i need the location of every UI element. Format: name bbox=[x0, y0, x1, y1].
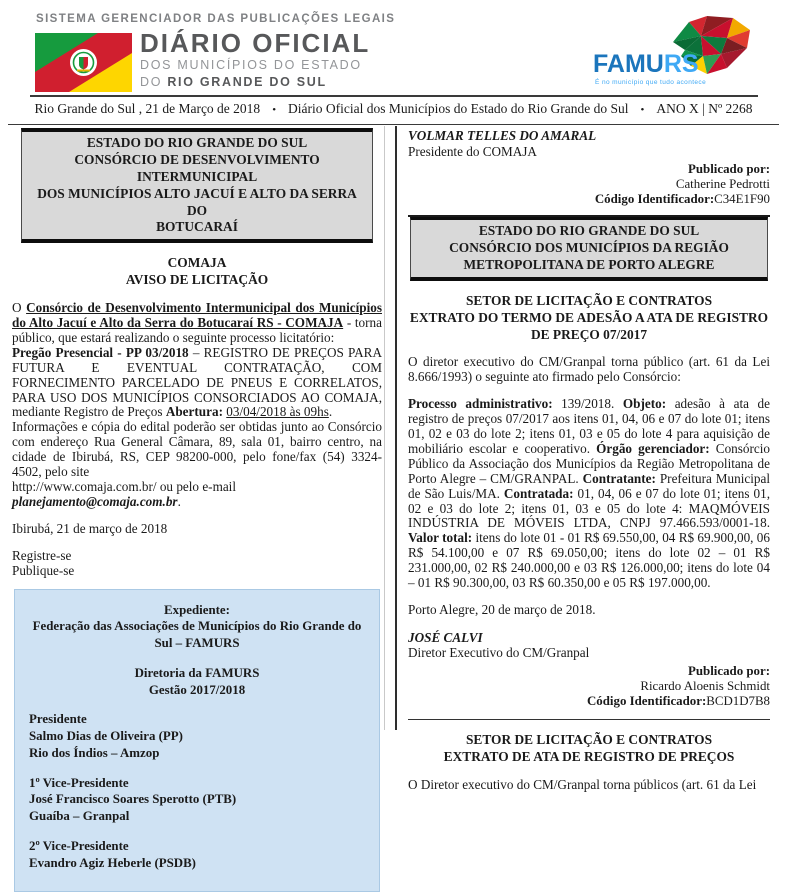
gazette-subtitle-line2: DO RIO GRANDE DO SUL bbox=[140, 74, 327, 89]
header-rule bbox=[30, 95, 758, 97]
column-divider-light bbox=[384, 126, 385, 730]
masthead bbox=[140, 30, 370, 90]
board-role: 2º Vice-Presidente bbox=[29, 838, 129, 853]
document-date: Porto Alegre, 20 de março de 2018. bbox=[408, 602, 596, 617]
published-by-name: Ricardo Aloenis Schmidt bbox=[640, 679, 770, 694]
signer-name: VOLMAR TELLES DO AMARAL bbox=[408, 128, 597, 143]
famurs-tagline: É no município que tudo acontece bbox=[595, 79, 707, 86]
dateline-place-date: Rio Grande do Sul , 21 de Março de 2018 bbox=[34, 101, 261, 116]
signer-role: Presidente do COMAJA bbox=[408, 143, 537, 159]
closing-lines bbox=[12, 549, 382, 579]
gazette-title: DIÁRIO OFICIAL bbox=[140, 28, 371, 58]
section-heading bbox=[12, 255, 382, 289]
signature-block bbox=[408, 630, 770, 661]
rs-flag-logo bbox=[35, 33, 132, 92]
published-by-block bbox=[408, 664, 770, 709]
published-by-block bbox=[408, 162, 770, 207]
dateline-edition: ANO X | Nº 2268 bbox=[656, 101, 753, 116]
section-heading-line: SETOR DE LICITAÇÃO E CONTRATOS bbox=[465, 731, 713, 747]
system-label: SISTEMA GERENCIADOR DAS PUBLICAÇÕES LEGAIS bbox=[36, 13, 396, 25]
left-column bbox=[12, 128, 382, 892]
board-city: Guaíba – Granpal bbox=[29, 809, 130, 824]
signer-name: JOSÉ CALVI bbox=[408, 629, 483, 645]
expediente-box bbox=[14, 589, 380, 892]
dateline-rule bbox=[8, 124, 779, 125]
expediente-title: Expediente: bbox=[164, 602, 230, 617]
section-heading-line: SETOR DE LICITAÇÃO E CONTRATOS bbox=[465, 292, 713, 308]
board-name: José Francisco Soares Sperotto (PTB) bbox=[29, 792, 237, 807]
published-by-label: Publicado por: bbox=[687, 162, 770, 177]
identifier-code-line: Código Identificador:C34E1F90 bbox=[594, 192, 770, 207]
section-heading-line: DE PREÇO 07/2017 bbox=[530, 326, 648, 342]
paragraph: O Consórcio de Desenvolvimento Intermunicipal dos Municípios do Alto Jacuí e Alto da Serra do Botucaraí RS - COMAJA - torna público, que estará realizando o seguinte processo licitatório: bbox=[12, 300, 382, 345]
org-header-line: ESTADO DO RIO GRANDE DO SUL bbox=[478, 223, 700, 239]
published-by-name: Catherine Pedrotti bbox=[675, 177, 770, 192]
paragraph: Pregão Presencial - PP 03/2018 – REGISTRO DE PREÇOS PARA FUTURA E EVENTUAL CONTRATAÇÃO, COM FORNECIMENTO PARCELADO DE PNEUS E CORRELATOS, PARA USO DOS MUNICÍPIOS CONSORCIADOS AO COMAJA, mediante Registro de Preços Abertura: 03/04/2018 às 09hs. bbox=[12, 344, 382, 420]
board-name: Evandro Agiz Heberle (PSDB) bbox=[29, 855, 196, 870]
signature-block bbox=[408, 128, 770, 159]
org-header-line: BOTUCARAÍ bbox=[156, 219, 238, 235]
expediente-federation: Federação das Associações de Municípios do Rio Grande do Sul – FAMURS bbox=[32, 619, 362, 651]
published-by-label: Publicado por: bbox=[687, 664, 770, 679]
org-header-line: ESTADO DO RIO GRANDE DO SUL bbox=[86, 135, 308, 150]
famurs-logo bbox=[593, 12, 755, 96]
right-column bbox=[408, 128, 770, 793]
board-city: Rio dos Índios – Amzop bbox=[29, 745, 160, 760]
board-role: Presidente bbox=[29, 712, 87, 727]
identifier-code-line: Código Identificador:BCD1D7B8 bbox=[587, 694, 770, 708]
paragraph: O diretor executivo do CM/Granpal torna público (art. 61 da Lei 8.666/1993) o seguinte ato firmado pelo Consórcio: bbox=[408, 354, 770, 385]
paragraph: O Diretor executivo do CM/Granpal torna públicos (art. 61 da Lei bbox=[408, 776, 757, 792]
org-header-box bbox=[21, 128, 373, 243]
paragraph: Processo administrativo: 139/2018. Objeto: adesão à ata de registro de preços 07/2017 aos itens 01, 04, 06 e 07 do lote 01; itens 01, 02 e 03 do lote 2; itens 01, 03 e 05 do lote 4 para aquisição de mobiliário escolar e cooperativo. Órgão gerenciador: Consórcio Público da Associação dos Municípios da Região Metropolitana de Porto Alegre – CM/GRANPAL. Contratante: Prefeitura Municipal de São Luis/MA. Contratada: 01, 04, 06 e 07 do lote 01; itens 01, 02 e 03 do lote 2; itens 01, 03 e 05 do lote 4: MAQMÓVEIS INDÚSTRIA DE MÓVEIS LTDA, CNPJ 97.466.593/0001-18. Valor total: itens do lote 01 - 01 R$ 69.550,00, 04 R$ 69.900,00, 06 R$ 54.100,00 e 07 R$ 69.050,00; itens do lote 02 – 01 R$ 231.000,00, 02 R$ 240.000,00 e 03 R$ 126.000,00; itens do lote 04 – 01 R$ 90.300,00, 03 R$ 60.350,00 e 05 R$ 197.000,00. bbox=[408, 396, 770, 591]
board-role: 1º Vice-Presidente bbox=[29, 775, 129, 790]
gazette-subtitle-line1: DOS MUNICÍPIOS DO ESTADO bbox=[140, 58, 362, 73]
board-entry bbox=[29, 775, 365, 825]
org-header-line: CONSÓRCIO DOS MUNICÍPIOS DA REGIÃO bbox=[449, 239, 729, 255]
board-term: Gestão 2017/2018 bbox=[148, 682, 246, 697]
section-heading-line: EXTRATO DO TERMO DE ADESÃO A ATA DE REGISTRO bbox=[409, 309, 769, 325]
dateline bbox=[0, 101, 787, 117]
bullet-separator: • bbox=[640, 104, 645, 116]
board-title: Diretoria da FAMURS bbox=[134, 665, 260, 680]
board-name: Salmo Dias de Oliveira (PP) bbox=[29, 729, 183, 744]
famurs-wordmark: FAMURS bbox=[593, 50, 699, 78]
document-date: Ibirubá, 21 de março de 2018 bbox=[12, 520, 168, 536]
signer-role: Diretor Executivo do CM/Granpal bbox=[408, 645, 590, 661]
section-heading-line: AVISO DE LICITAÇÃO bbox=[125, 272, 269, 288]
paragraph: Informações e cópia do edital poderão ser obtidas junto ao Consórcio com endereço Rua General Câmara, 89, sala 01, bairro centro, na cidade de Ibirubá, RS, CEP 98200-000, pelo fone/fax (54) 3324-4502, pelo site bbox=[12, 419, 382, 480]
board-entry bbox=[29, 838, 365, 872]
org-header-line: CONSÓRCIO DE DESENVOLVIMENTO INTERMUNICIPAL bbox=[74, 151, 320, 184]
bullet-separator: • bbox=[272, 104, 277, 116]
section-heading-line: EXTRATO DE ATA DE REGISTRO DE PREÇOS bbox=[443, 748, 735, 764]
org-header-line: METROPOLITANA DE PORTO ALEGRE bbox=[463, 256, 715, 272]
org-header-line: DOS MUNICÍPIOS ALTO JACUÍ E ALTO DA SERRA DO bbox=[37, 185, 357, 218]
dateline-publication: Diário Oficial dos Municípios do Estado do Rio Grande do Sul bbox=[288, 101, 629, 116]
closing-line: Publique-se bbox=[12, 562, 75, 578]
board-entry bbox=[29, 711, 365, 761]
column-divider bbox=[395, 126, 397, 730]
org-header-box bbox=[410, 217, 768, 281]
website-line: http://www.comaja.com.br/ ou pelo e-mail bbox=[12, 479, 237, 494]
section-heading bbox=[408, 732, 770, 766]
email-line: planejamento@comaja.com.br. bbox=[12, 493, 181, 509]
section-heading bbox=[408, 293, 770, 344]
closing-line: Registre-se bbox=[12, 547, 72, 563]
section-heading-line: COMAJA bbox=[167, 255, 227, 271]
section-rule bbox=[408, 719, 770, 720]
